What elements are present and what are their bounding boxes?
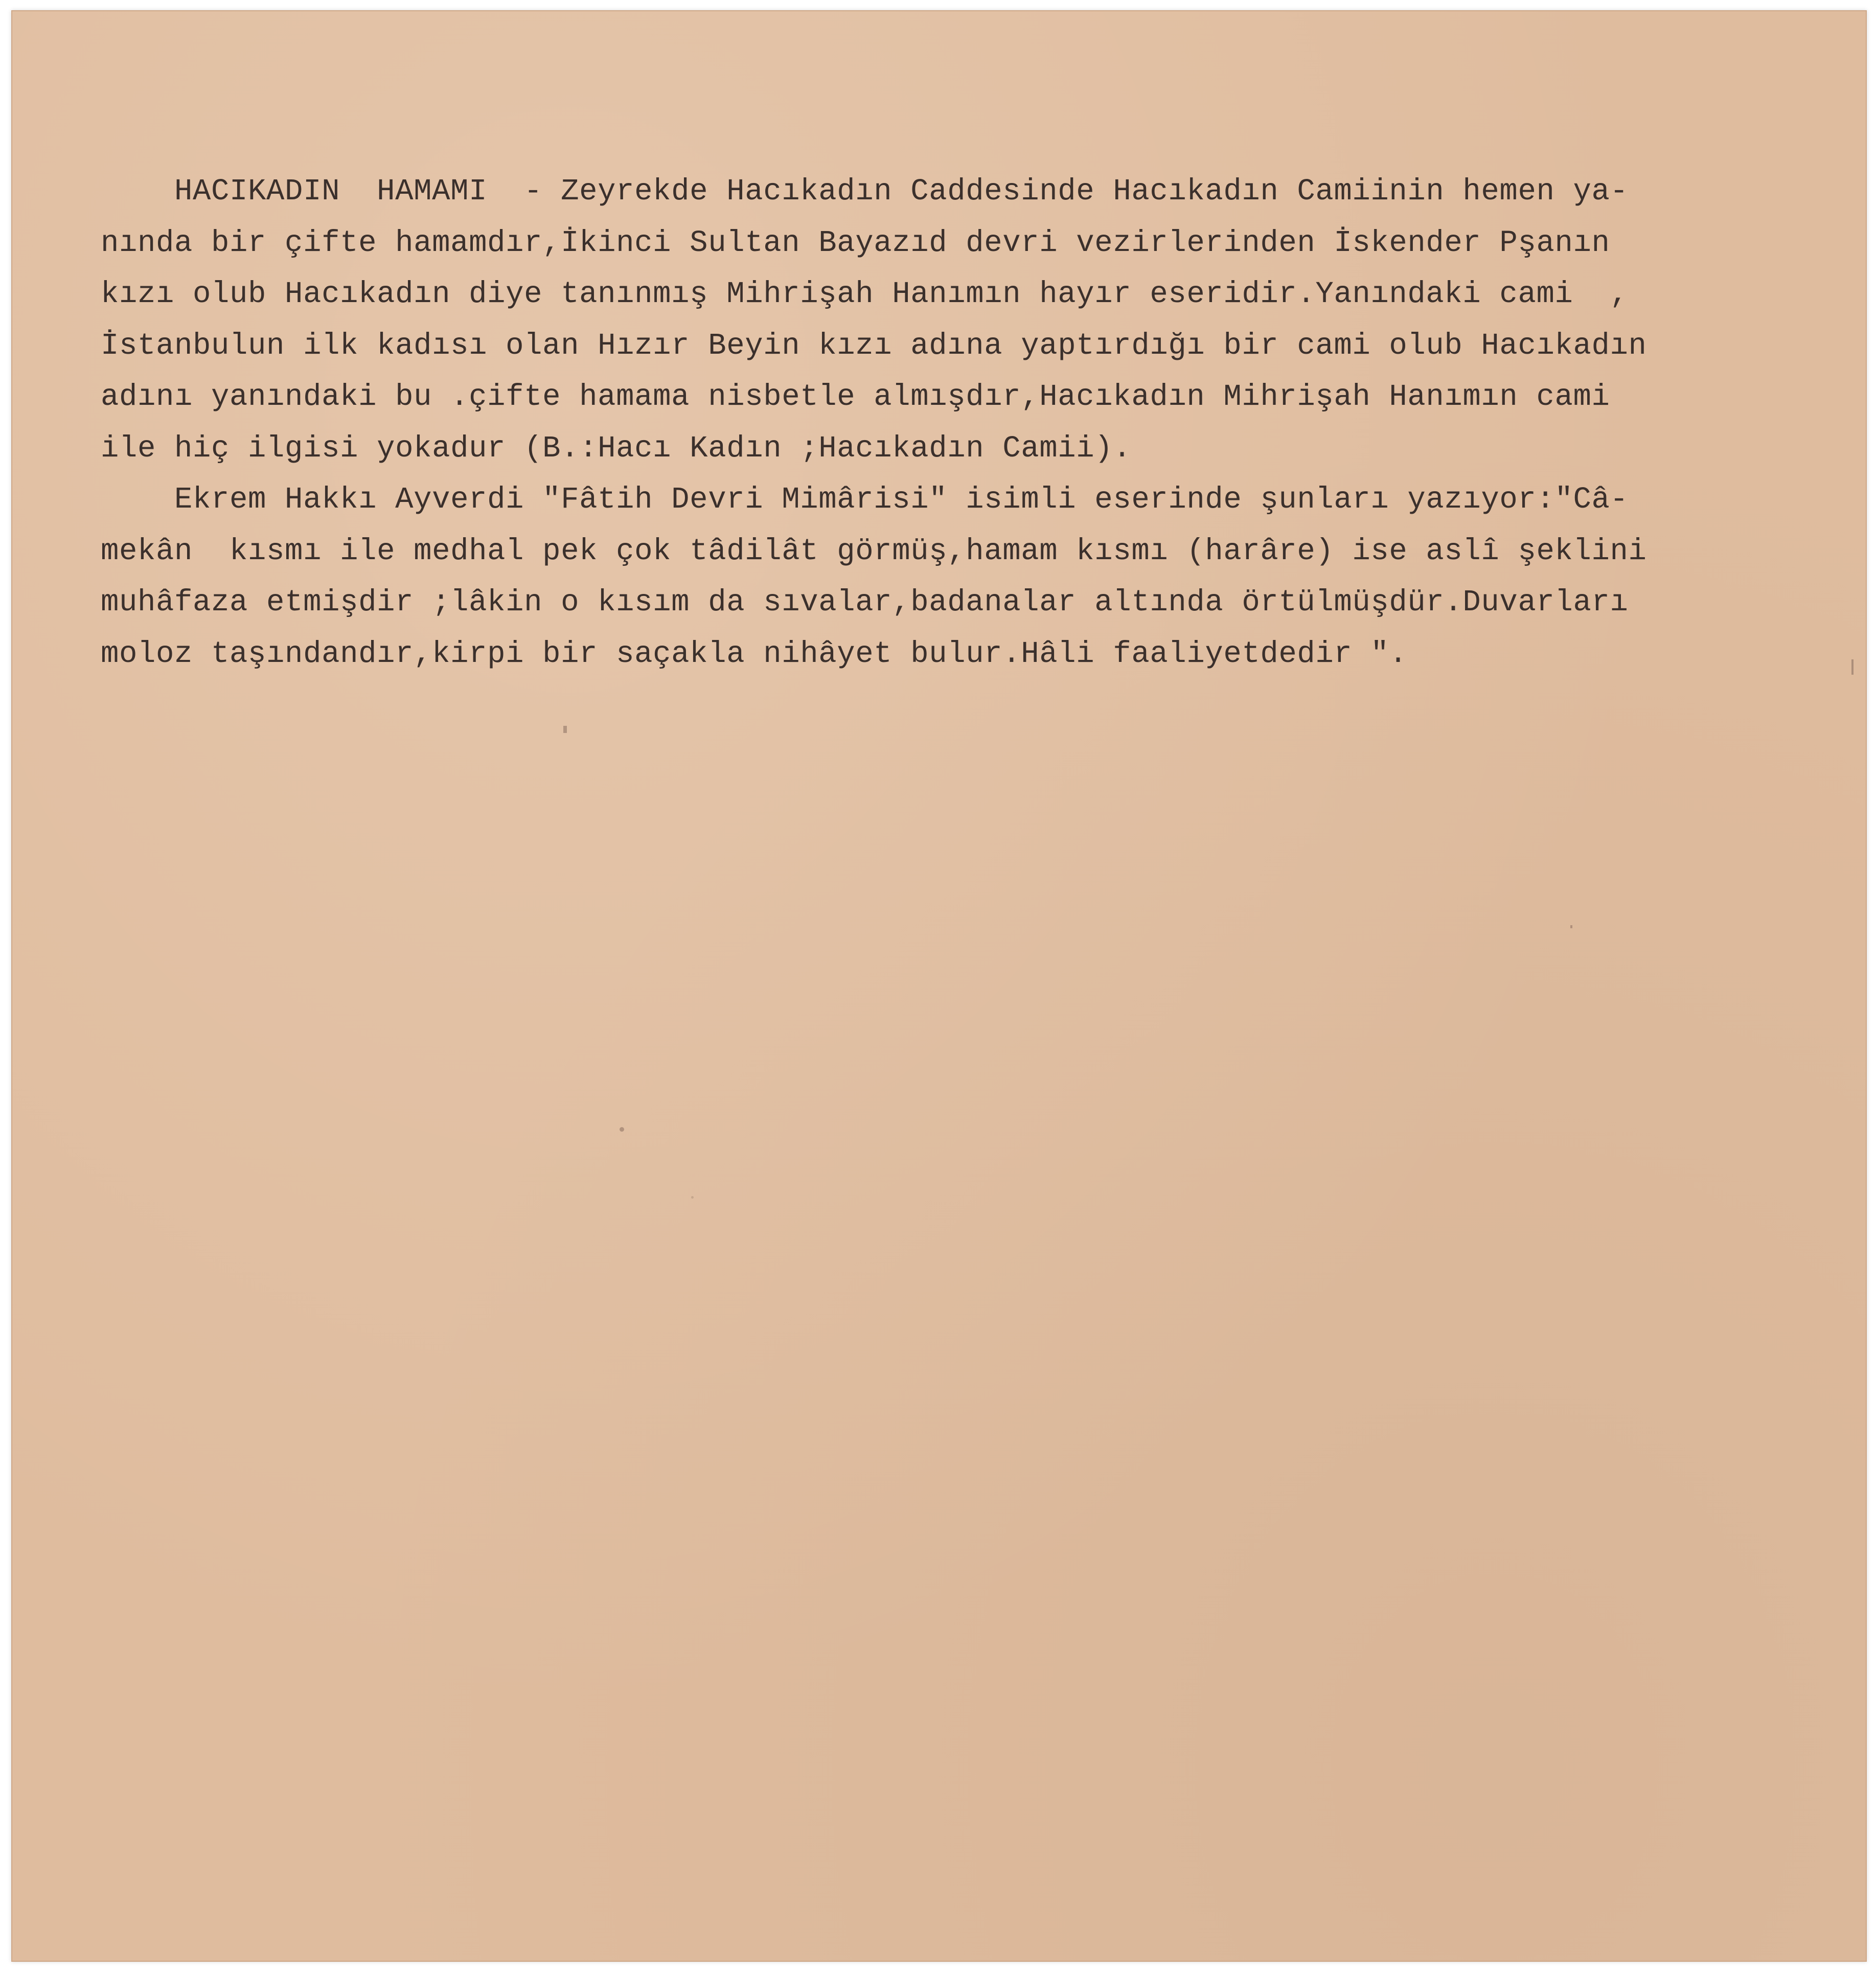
text-line: Ekrem Hakkı Ayverdi "Fâtih Devri Mimârisi" isimli eserinde şunları yazıyor:"Câ- [101, 483, 1629, 517]
text-line: muhâfaza etmişdir ;lâkin o kısım da sıvalar,badanalar altında örtülmüşdür.Duvarları [101, 585, 1629, 620]
paper-speck [1851, 659, 1854, 675]
text-line: nında bir çifte hamamdır,İkinci Sultan Bayazıd devri vezirlerinden İskender Pşanın [101, 225, 1610, 260]
text-line: adını yanındaki bu .çifte hamama nisbetle almışdır,Hacıkadın Mihrişah Hanımın cami [101, 380, 1610, 414]
text-line: moloz taşındandır,kirpi bir saçakla nihâyet bulur.Hâli faaliyetdedir ". [101, 636, 1408, 671]
typewritten-text [101, 166, 1869, 680]
paper-speck [1570, 925, 1572, 928]
paper-speck [563, 726, 567, 733]
text-line: İstanbulun ilk kadısı olan Hızır Beyin kızı adına yaptırdığı bir cami olub Hacıkadın [101, 328, 1647, 363]
text-line: HACIKADIN HAMAMI - Zeyrekde Hacıkadın Caddesinde Hacıkadın Camiinin hemen ya- [101, 174, 1629, 209]
text-line: ile hiç ilgisi yokadur (B.:Hacı Kadın ;Hacıkadın Camii). [101, 431, 1132, 466]
paper-speck [620, 1127, 624, 1132]
paper-speck [691, 1196, 694, 1199]
text-line: mekân kısmı ile medhal pek çok tâdilât görmüş,hamam kısmı (harâre) ise aslî şeklini [101, 534, 1647, 568]
text-line: kızı olub Hacıkadın diye tanınmış Mihrişah Hanımın hayır eseridir.Yanındaki cami , [101, 277, 1629, 311]
paper-sheet [11, 10, 1867, 1962]
